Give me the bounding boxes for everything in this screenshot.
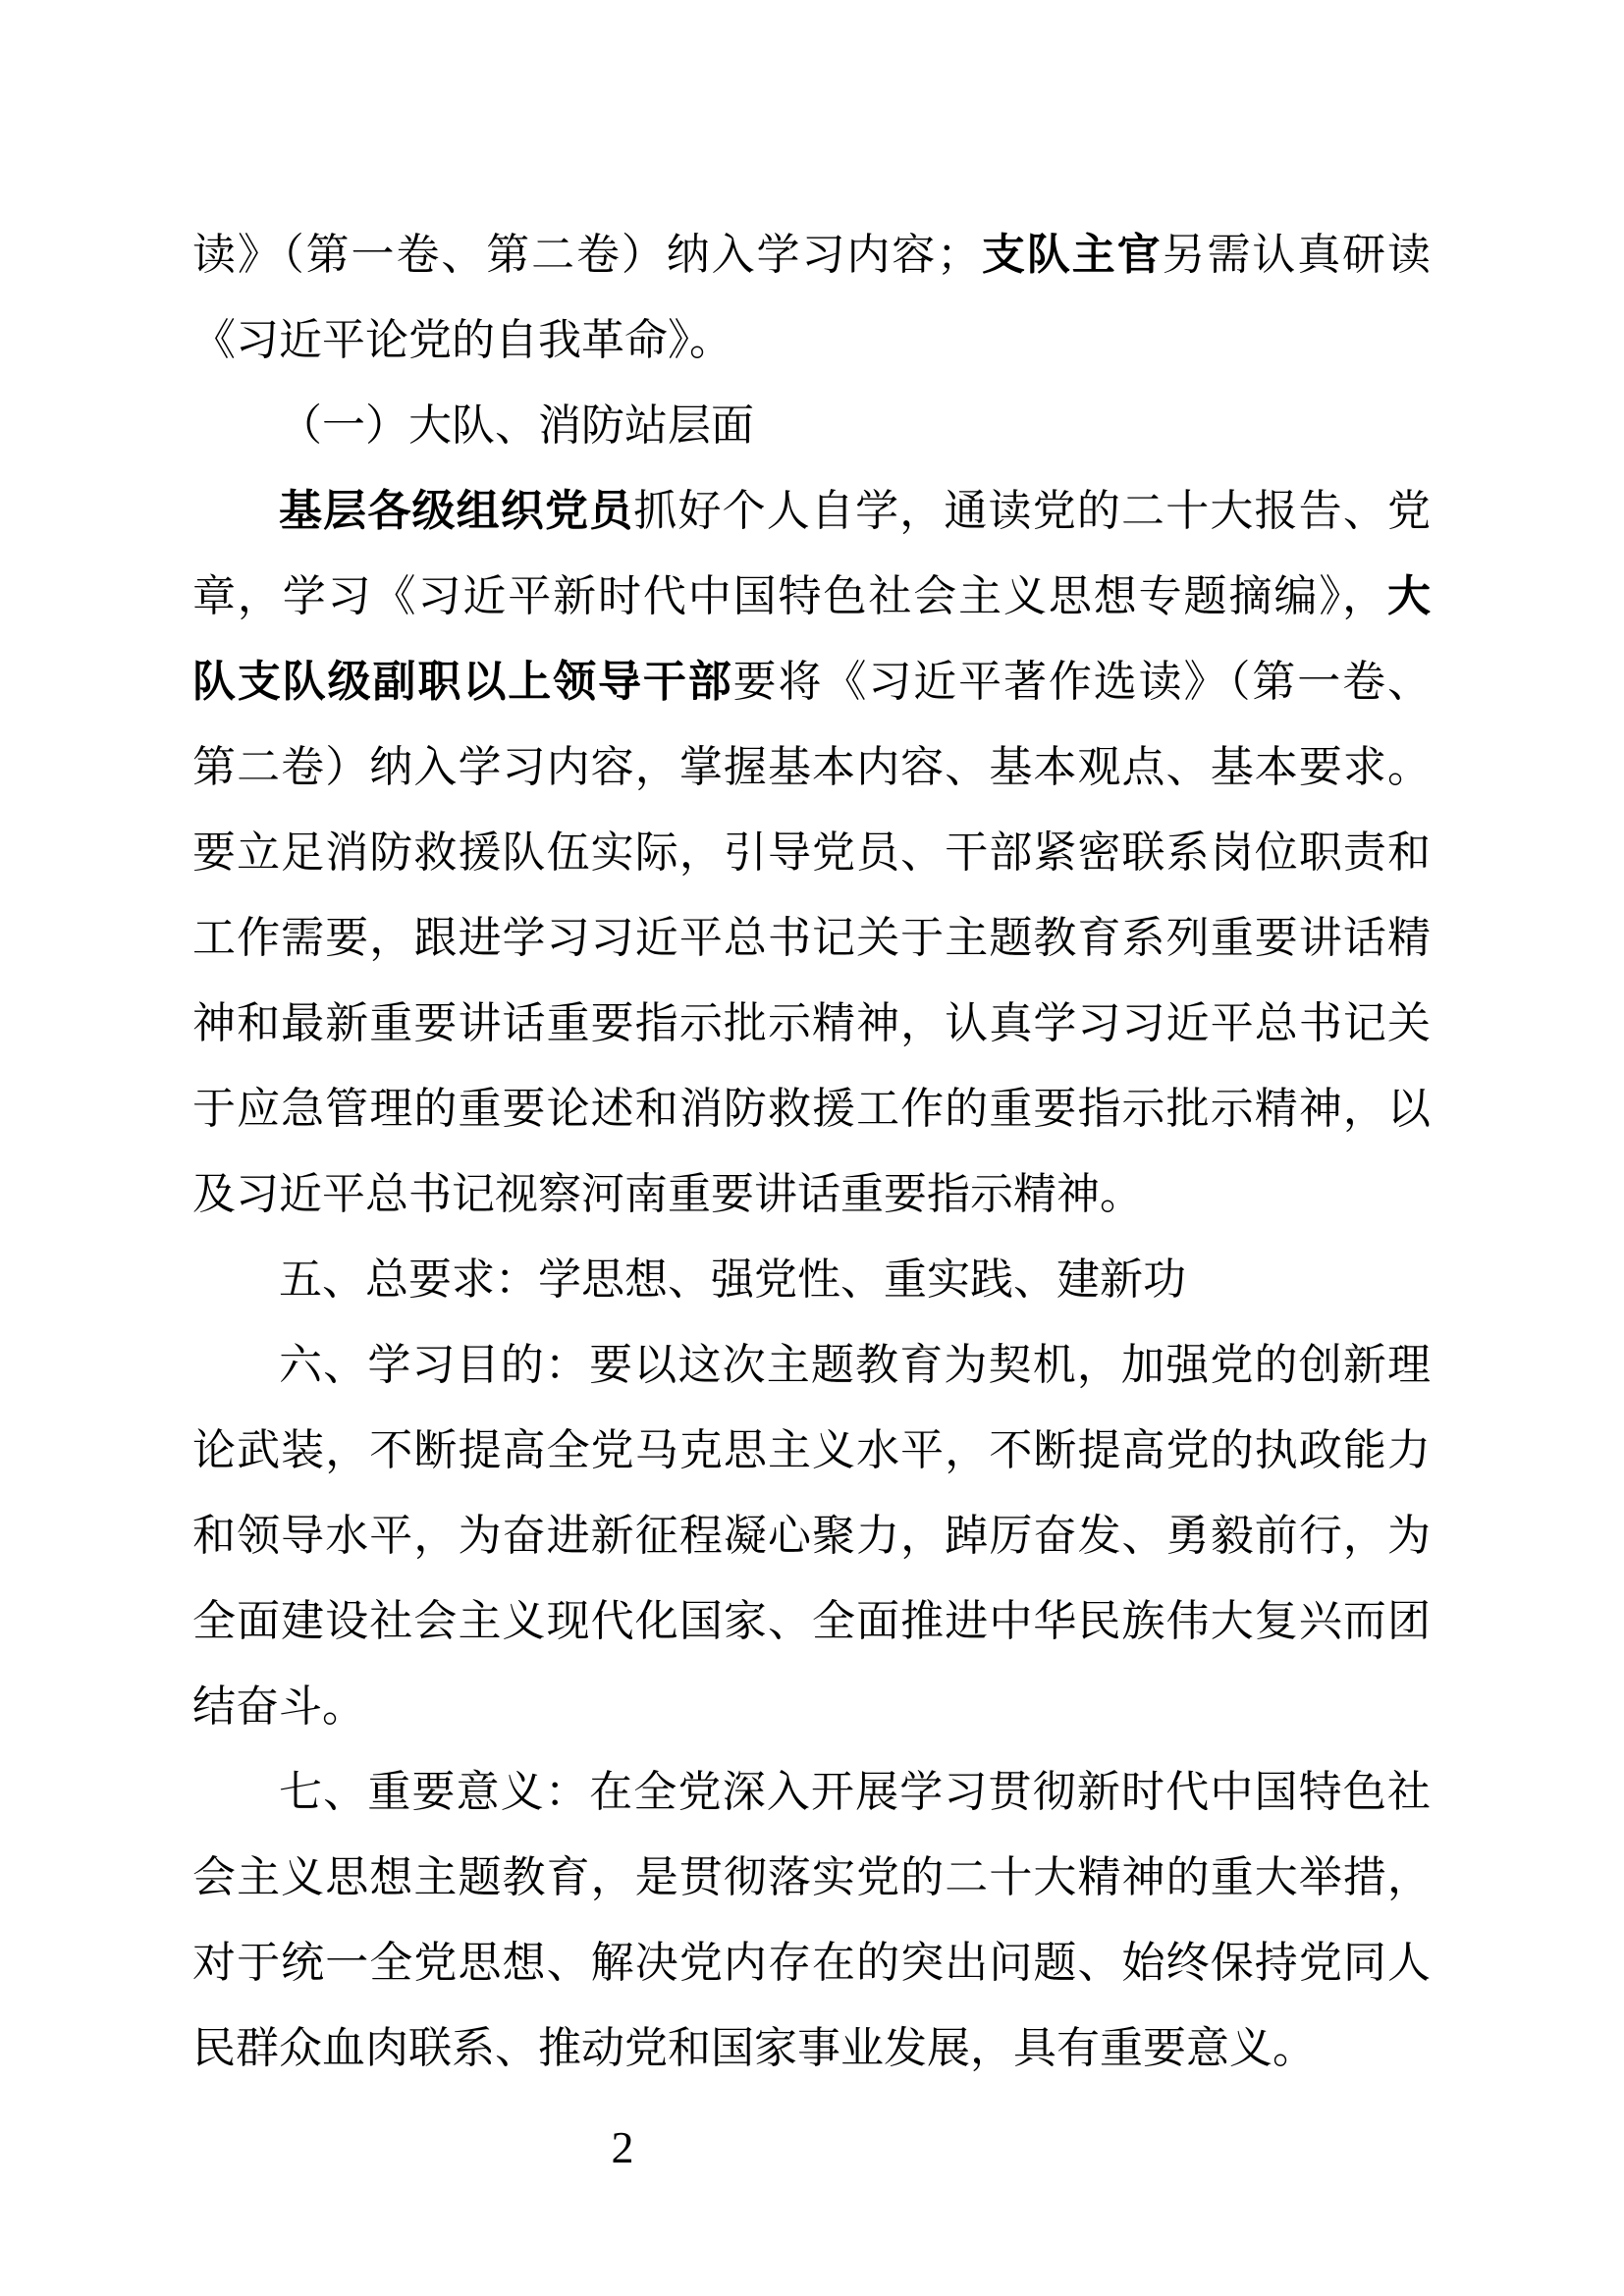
text-run: 章，学习《习近平新时代中国特色社会主义思想专题摘编》， xyxy=(192,572,1387,620)
text-run: 全面建设社会主义现代化国家、全面推进中华民族伟大复兴而团 xyxy=(192,1597,1431,1645)
text-line xyxy=(192,1749,1431,1835)
bold-text-run: 大 xyxy=(1387,572,1431,620)
text-line xyxy=(192,810,1431,895)
text-line xyxy=(192,212,1431,297)
text-run: 要将《习近平著作选读》（第一卷、 xyxy=(732,658,1432,706)
text-line xyxy=(192,383,1431,468)
text-line xyxy=(192,554,1431,639)
text-line xyxy=(192,1920,1431,2005)
text-run: 论武装，不断提高全党马克思主义水平，不断提高党的执政能力 xyxy=(192,1426,1431,1474)
text-run: 第二卷）纳入学习内容，掌握基本内容、基本观点、基本要求。 xyxy=(192,743,1431,791)
text-run: 读》（第一卷、第二卷）纳入学习内容； xyxy=(192,231,981,279)
text-run: 要立足消防救援队伍实际，引导党员、干部紧密联系岗位职责和 xyxy=(192,828,1431,877)
text-run: 另需认真研读 xyxy=(1162,231,1432,279)
text-run: 和领导水平，为奋进新征程凝心聚力，踔厉奋发、勇毅前行，为 xyxy=(192,1512,1431,1560)
text-run: 会主义思想主题教育，是贯彻落实党的二十大精神的重大举措， xyxy=(192,1853,1431,1901)
text-line xyxy=(192,895,1431,981)
text-run: 抓好个人自学，通读党的二十大报告、党 xyxy=(633,487,1431,535)
text-line xyxy=(192,1322,1431,1408)
text-run: 六、学习目的：要以这次主题教育为契机，加强党的创新理 xyxy=(279,1341,1431,1389)
text-run: 及习近平总书记视察河南重要讲话重要指示精神。 xyxy=(192,1170,1143,1218)
text-line xyxy=(192,468,1431,554)
text-line xyxy=(192,1066,1431,1151)
bold-text-run: 队支队级副职以上领导干部 xyxy=(192,658,733,706)
text-run: 于应急管理的重要论述和消防救援工作的重要指示批示精神，以 xyxy=(192,1085,1431,1133)
text-line xyxy=(192,1237,1431,1322)
page-number: 2 xyxy=(611,2122,634,2172)
text-line xyxy=(192,297,1431,383)
text-line xyxy=(192,1578,1431,1664)
text-line xyxy=(192,2005,1431,2091)
bold-text-run: 基层各级组织党员 xyxy=(279,487,634,535)
text-run: 七、重要意义：在全党深入开展学习贯彻新时代中国特色社 xyxy=(279,1768,1431,1816)
text-run: 结奋斗。 xyxy=(192,1682,365,1731)
text-line xyxy=(192,639,1431,724)
bold-text-run: 支队主官 xyxy=(980,231,1163,279)
text-line xyxy=(192,981,1431,1066)
text-line xyxy=(192,1151,1431,1237)
text-line xyxy=(192,1493,1431,1578)
text-line xyxy=(192,1664,1431,1749)
text-run: 《习近平论党的自我革命》。 xyxy=(192,316,732,364)
text-run: 对于统一全党思想、解决党内存在的突出问题、始终保持党同人 xyxy=(192,1939,1431,1987)
text-line xyxy=(192,1835,1431,1920)
text-run: 五、总要求：学思想、强党性、重实践、建新功 xyxy=(279,1255,1186,1304)
text-run: 民群众血肉联系、推动党和国家事业发展，具有重要意义。 xyxy=(192,2024,1316,2072)
text-line xyxy=(192,724,1431,810)
text-run: 神和最新重要讲话重要指示批示精神，认真学习习近平总书记关 xyxy=(192,999,1431,1047)
document-body xyxy=(192,212,1431,2091)
text-line xyxy=(192,1408,1431,1493)
text-run: 工作需要，跟进学习习近平总书记关于主题教育系列重要讲话精 xyxy=(192,914,1431,962)
text-run: （一）大队、消防站层面 xyxy=(279,401,754,450)
